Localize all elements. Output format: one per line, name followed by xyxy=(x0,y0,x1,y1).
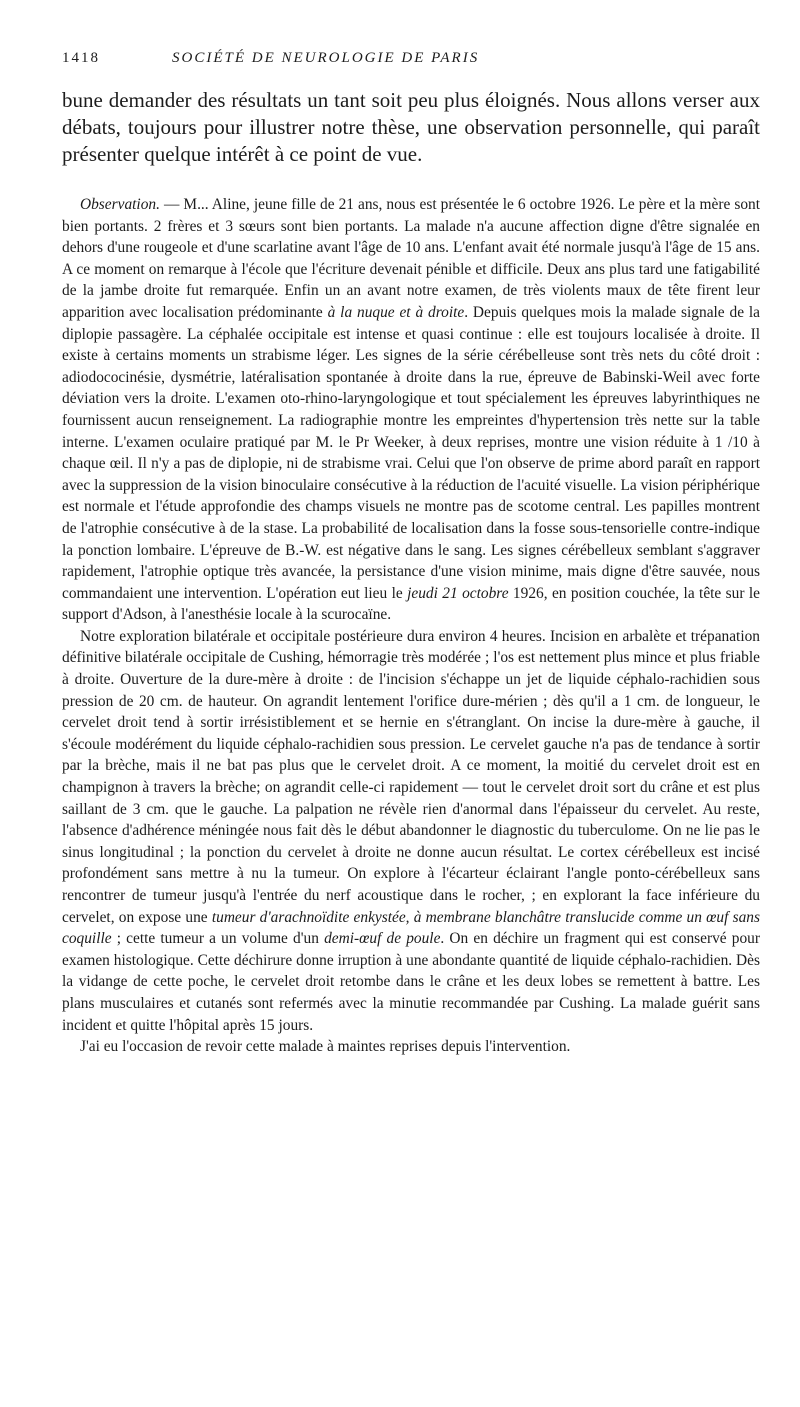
observation-text-2a: Notre exploration bilatérale et occipitale postérieure dura environ 4 heures. Incision en arbalète et trépanation définitive bilatérale occipitale de Cushing, hémorragie très modérée ; l'os est nettement plus mince et plus friable à droite. Ouverture de la dure-mère à droite : de l'incision s'échappe un jet de liquide céphalo-rachidien sous pression de 20 cm. de hauteur. On agrandit lentement l'orifice dure-mérien ; dès qu'il a 1 cm. de longueur, le cervelet droit tend à sortir irrésistiblement et se hernie en s'étranglant. On incise la dure-mère à gauche, il s'écoule modérément du liquide céphalo-rachidien sous pression. Le cervelet gauche n'a pas de tendance à sortir par la brèche, mais il ne bat pas plus que le cervelet droit. A ce moment, la moitié du cervelet droit est en champignon à travers la brèche; on agrandit celle-ci rapidement — tout le cervelet droit sort du crâne et est plus saillant de 3 cm. que le gauche. La palpation ne révèle rien d'anormal dans l'épaisseur du cervelet. Au reste, l'absence d'adhérence méningée nous fait dès le début abandonner le diagnostic du tuberculome. On ne lie pas le sinus longitudinal ; la ponction du cervelet à droite ne donne aucun résultat. Le cortex cérébelleux est incisé profondément sans mettre à nu la tumeur. On explore à l'écarteur éclairant l'angle ponto-cérébelleux sans rencontrer de tumeur jusqu'à l'entrée du nerf acoustique dans le rocher, ; en explorant la face inférieure du cervelet, on expose une xyxy=(62,627,760,926)
observation-emphasis-3: demi-œuf de poule xyxy=(324,930,441,948)
operation-date: jeudi 21 octobre xyxy=(407,584,509,602)
observation-paragraph-3: J'ai eu l'occasion de revoir cette malade à maintes reprises depuis l'intervention. xyxy=(80,1038,571,1056)
intro-paragraph: bune demander des résultats un tant soit peu plus éloignés. Nous allons verser aux débats, toujours pour illustrer notre thèse, une observation personnelle, qui paraît présenter quelque intérêt à ce point de vue. xyxy=(62,88,760,166)
observation-paragraph-1 xyxy=(62,194,760,626)
observation-text-1a: — M... Aline, jeune fille de 21 ans, nous est présentée le 6 octobre 1926. Le père et la mère sont bien portants. 2 frères et 3 sœurs sont bien portants. La malade n'a aucune affection digne d'être signalée en dehors d'une rougeole et d'une scarlatine avant l'âge de 10 ans. L'enfant avait été normale jusqu'à l'âge de 15 ans. A ce moment on remarque à l'école que l'écriture devenait pénible et difficile. Deux ans plus tard une fatigabilité de la jambe droite fut remarquée. Enfin un an avant notre examen, de très violents maux de tête firent leur apparition avec localisation prédominante xyxy=(62,196,760,321)
observation-text-1b: . Depuis quelques mois la malade signale de la diplopie passagère. La céphalée occipitale est intense et quasi continue : elle est toujours localisée à droite. Il existe à certains moments un strabisme léger. Les signes de la série cérébelleuse sont très nets du côté droit : adiodococinésie, dysmétrie, latéralisation spontanée à droite dans la rue, épreuve de Babinski-Weil avec forte déviation vers la droite. L'examen oto-rhino-laryngologique et tout spécialement les épreuves labyrinthiques ne fournissent aucun renseignement. La radiographie montre les empreintes d'hypertension très nette sur la table interne. L'examen oculaire pratiqué par M. le Pr Weeker, à deux reprises, montre une vision réduite à 1 /10 à chaque œil. Il n'y a pas de diplopie, ni de strabisme vrai. Celui que l'on observe de prime abord paraît en rapport avec la suppression de la vision binoculaire consécutive à la réduction de l'acuité visuelle. La vision périphérique est normale et l'étude approfondie des champs visuels ne montre pas de scotome central. Les papilles montrent de l'atrophie consécutive à de la stase. La probabilité de localisation dans la fosse sous-tensorielle contre-indique la ponction lombaire. L'épreuve de B.-W. est négative dans le sang. Les signes cérébelleux semblant s'aggraver rapidement, l'atrophie optique très avancée, la persistance d'une vision minime, mais digne d'être sauvée, nous commandaient une intervention. L'opération eut lieu le xyxy=(62,303,760,602)
observation-paragraph-2 xyxy=(62,626,760,1036)
observation-emphasis-2: tumeur d'arachnoïdite enkystée, à membrane blanchâtre translucide comme un œuf sans coquille xyxy=(62,908,760,948)
observation-text-1c: 1926, en position couchée, la tête sur le support d'Adson, à l'anesthésie locale à la scurocaïne. xyxy=(62,584,760,624)
observation-emphasis-1: à la nuque et à droite xyxy=(327,303,465,321)
observation-text-2b: ; cette tumeur a un volume d'un xyxy=(111,930,325,948)
observation-text-2c: . On en déchire un fragment qui est conservé pour examen histologique. Cette déchirure donne irruption à une abondante quantité de liquide céphalo-rachidien. Dès la vidange de cette poche, le cervelet droit retombe dans le crâne et les deux lobes se remettent à battre. Les plans musculaires et cutanés sont refermés avec la minutie recommandée par Cushing. La malade guérit sans incident et quitte l'hôpital après 15 jours. xyxy=(62,930,760,1034)
observation-section xyxy=(62,194,760,1058)
observation-label: Observation. xyxy=(80,196,160,213)
page-number: 1418 xyxy=(62,50,100,66)
running-title: SOCIÉTÉ DE NEUROLOGIE DE PARIS xyxy=(172,50,480,66)
page-header xyxy=(62,50,760,67)
